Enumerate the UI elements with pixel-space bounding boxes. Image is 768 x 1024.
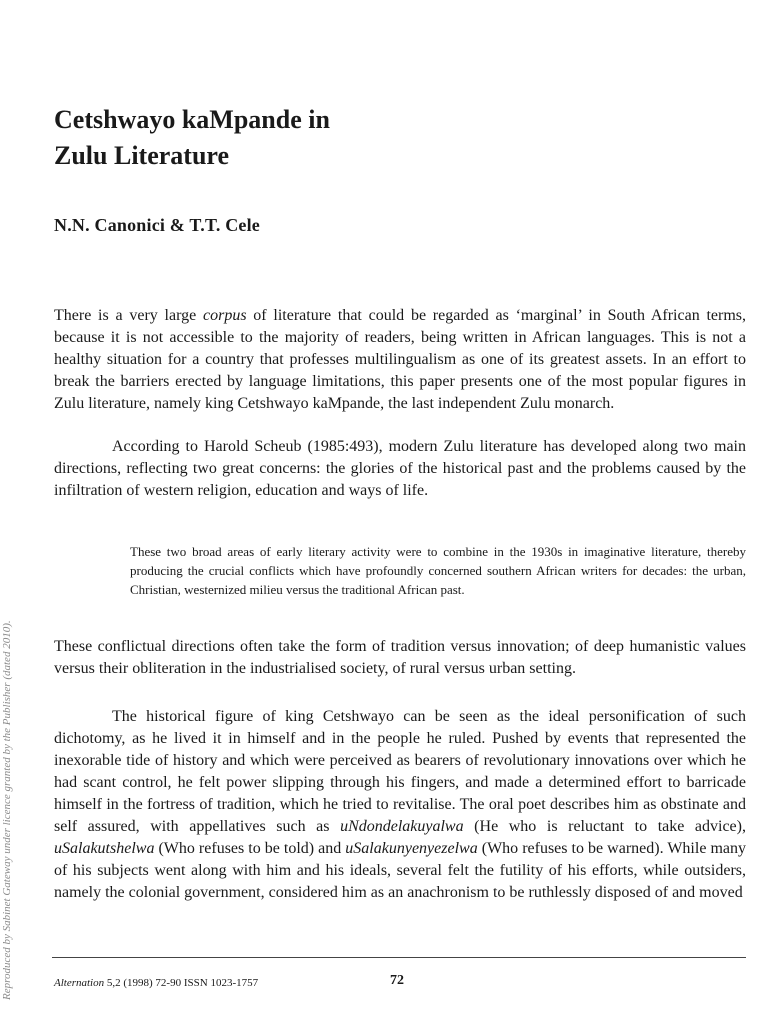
paragraph-1-text-a: There is a very large (54, 307, 203, 324)
reproduction-notice: Reproduced by Sabinet Gateway under licence granted by the Publisher (dated 2010). (1, 620, 13, 1000)
paragraph-1-emphasis-corpus: corpus (202, 307, 247, 324)
footer-citation-details: 5,2 (1998) 72-90 ISSN 1023-1757 (104, 977, 259, 989)
block-quote: These two broad areas of early literary activity were to combine in the 1930s in imaginative literature, thereby producing the crucial conflicts which have profoundly concerned southern African writers for decades: the urban, Christian, westernized milieu versus the traditional African past. (130, 544, 746, 597)
paragraph-1 (54, 305, 746, 415)
footer-journal-name: Alternation (54, 977, 105, 989)
paragraph-4-text-a: The historical figure of king Cetshwayo can be seen as the ideal personification of such dichotomy, as he lived it in himself and in the people he ruled. Pushed by events that represented the inexorable tide of history and which were perceived as bearers of revolutionary innovations over which he had scant control, he felt power slipping through his fingers, and made a determined effort to barricade himself in the fortress of tradition, which he tried to revitalise. The oral poet describes him as obstinate and self assured, with appellatives such as (54, 708, 746, 835)
page-number: 72 (390, 973, 404, 988)
paragraph-4-text-b: (He who is reluctant to take advice), (463, 818, 746, 835)
paragraph-4-term-3: uSalakunyenyezelwa (345, 840, 478, 857)
footer-citation (54, 977, 258, 989)
paragraph-2: According to Harold Scheub (1985:493), modern Zulu literature has developed along two main directions, reflecting two great concerns: the glories of the historical past and the problems caused by the infiltration of western religion, education and ways of life. (54, 438, 746, 499)
article-authors: N.N. Canonici & T.T. Cele (54, 215, 260, 235)
paragraph-4 (54, 706, 746, 904)
article-title (54, 102, 714, 174)
paragraph-4-text-c: (Who refuses to be told) and (154, 840, 346, 857)
paragraph-3: These conflictual directions often take the form of tradition versus innovation; of deep humanistic values versus their obliteration in the industrialised society, of rural versus urban setting. (54, 638, 746, 677)
paragraph-4-term-2: uSalakutshelwa (54, 840, 155, 857)
paragraph-1-text-b: of literature that could be regarded as ‘marginal’ in South African terms, because it is not accessible to the majority of readers, being written in African languages. This is not a healthy situation for a country that professes multilingualism as one of its greatest assets. In an effort to break the barriers erected by language limitations, this paper presents one of the most popular figures in Zulu literature, namely king Cetshwayo kaMpande, the last independent Zulu monarch. (54, 307, 746, 412)
paragraph-4-text-d: (Who refuses to be warned). While many of his subjects went along with him and his ideals, several felt the futility of his efforts, while outsiders, namely the colonial government, considered him as an anachronism to be ruthlessly disposed of and moved (54, 840, 747, 901)
article-title-line-1: Cetshwayo kaMpande in (54, 105, 330, 134)
footer-divider (52, 957, 746, 958)
paragraph-4-term-1: uNdondelakuyalwa (340, 818, 464, 835)
article-title-line-2: Zulu Literature (54, 141, 230, 170)
